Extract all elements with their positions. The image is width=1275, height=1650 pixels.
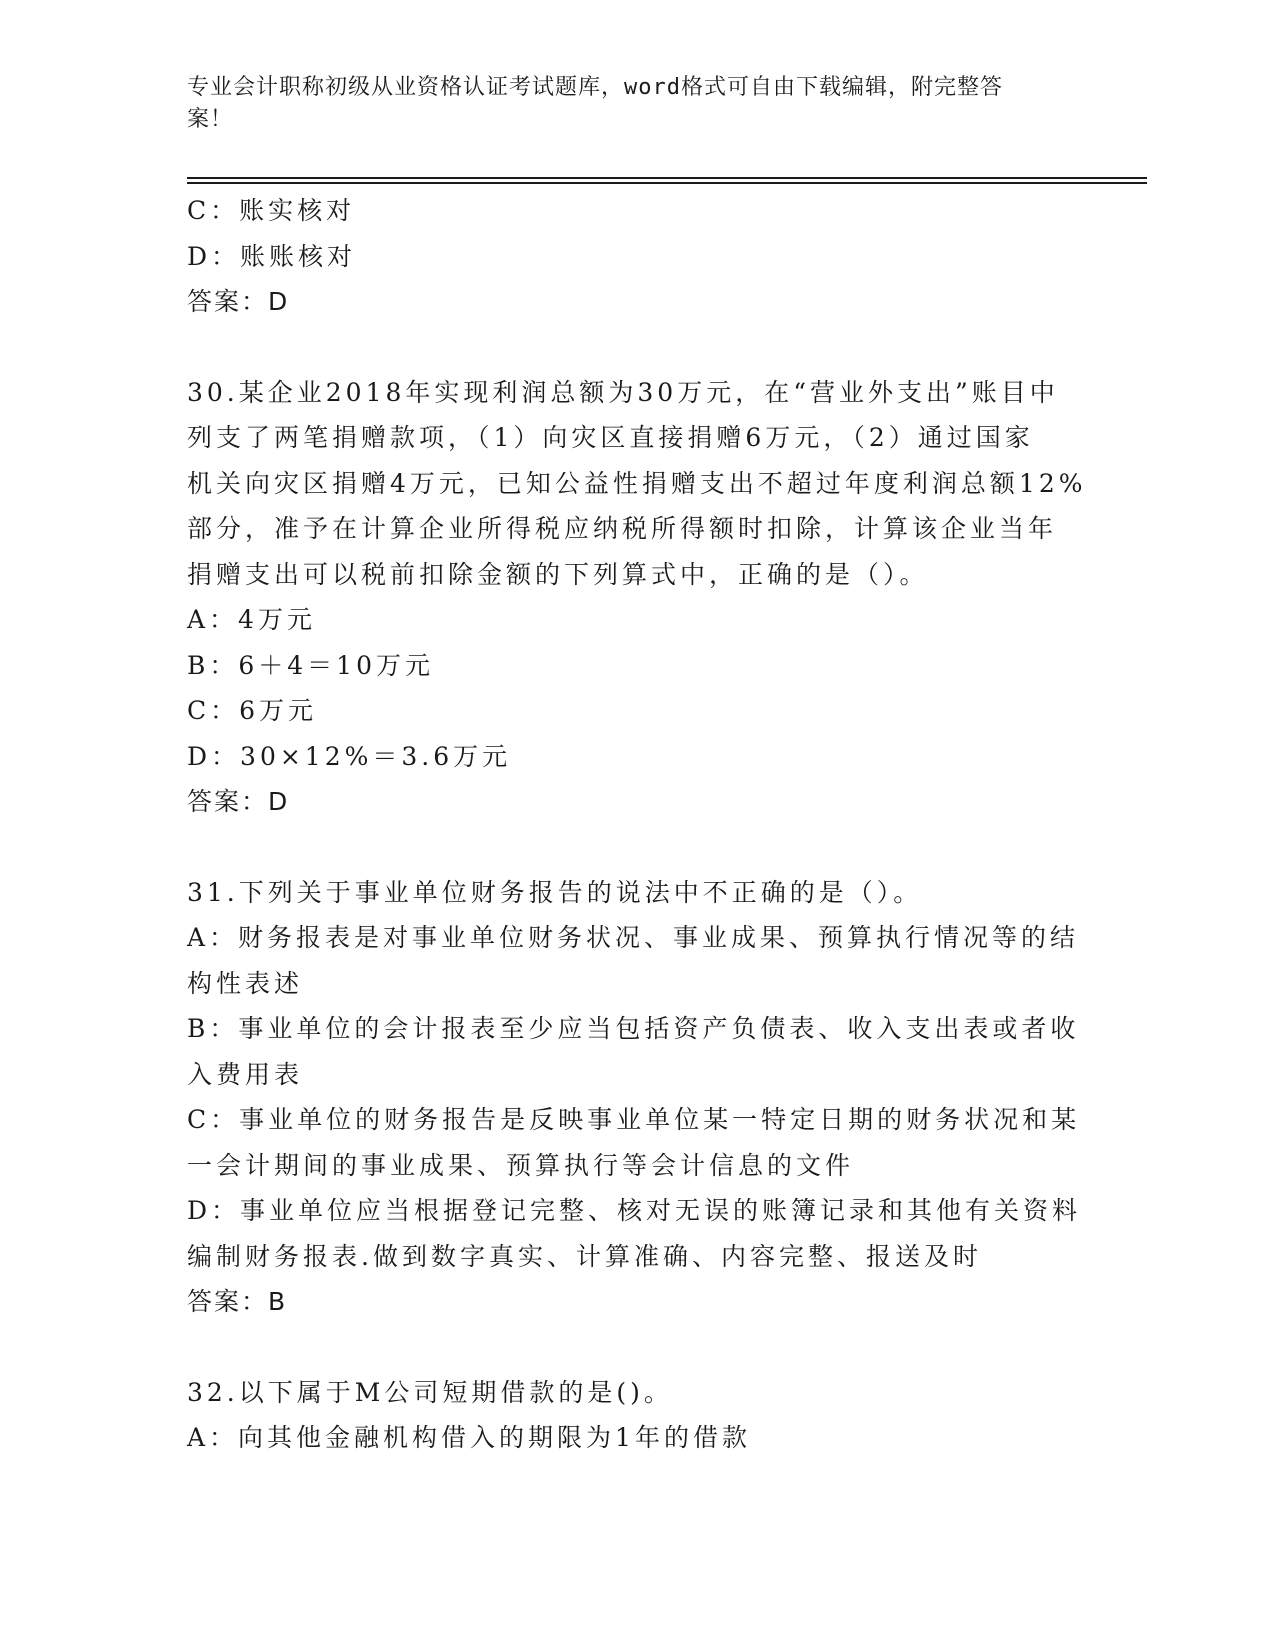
question-text: 部分，准予在计算企业所得税应纳税所得额时扣除，计算该企业当年 bbox=[187, 514, 1058, 543]
option-b: B：6＋4＝10万元 bbox=[187, 650, 434, 680]
option-d: D：事业单位应当根据登记完整、核对无误的账簿记录和其他有关资料 bbox=[187, 1196, 1082, 1225]
option-d: D：账账核对 bbox=[187, 241, 357, 271]
option-a: A：4万元 bbox=[187, 605, 316, 634]
answer-line: 答案：D bbox=[187, 287, 290, 316]
answer-line: 答案：D bbox=[187, 787, 290, 816]
question-text: 捐赠支出可以税前扣除金额的下列算式中，正确的是（）。 bbox=[187, 559, 929, 589]
question-text: 列支了两笔捐赠款项，（1）向灾区直接捐赠6万元，（2）通过国家 bbox=[187, 423, 1034, 452]
option-d: D：30×12%＝3.6万元 bbox=[187, 741, 512, 771]
question-block-29 bbox=[187, 188, 1087, 325]
question-list bbox=[187, 188, 1087, 1461]
option-b-continued: 入费用表 bbox=[187, 1059, 304, 1089]
option-c-continued: 一会计期间的事业成果、预算执行等会计信息的文件 bbox=[187, 1150, 855, 1180]
question-text: 机关向灾区捐赠4万元，已知公益性捐赠支出不超过年度利润总额12% bbox=[187, 468, 1087, 498]
option-a: A：向其他金融机构借入的期限为1年的借款 bbox=[187, 1423, 751, 1452]
header-divider-bottom bbox=[187, 182, 1147, 184]
answer-line: 答案：B bbox=[187, 1287, 288, 1316]
question-text: 31.下列关于事业单位财务报告的说法中不正确的是（）。 bbox=[187, 877, 923, 907]
header-line: 案！ bbox=[187, 107, 234, 132]
question-text: 30.某企业2018年实现利润总额为30万元，在“营业外支出”账目中 bbox=[187, 377, 1059, 407]
question-block-30 bbox=[187, 370, 1087, 825]
option-d-continued: 编制财务报表.做到数字真实、计算准确、内容完整、报送及时 bbox=[187, 1241, 982, 1271]
header-divider-top bbox=[187, 177, 1147, 179]
option-c: C：6万元 bbox=[187, 696, 318, 725]
header-line: 专业会计职称初级从业资格认证考试题库，word格式可自由下载编辑，附完整答 bbox=[187, 75, 1003, 100]
option-c: C：事业单位的财务报告是反映事业单位某一特定日期的财务状况和某 bbox=[187, 1105, 1081, 1134]
option-b: B：事业单位的会计报表至少应当包括资产负债表、收入支出表或者收 bbox=[187, 1014, 1080, 1043]
question-block-32 bbox=[187, 1370, 1087, 1461]
document-header bbox=[187, 72, 1067, 136]
option-a: A：财务报表是对事业单位财务状况、事业成果、预算执行情况等的结 bbox=[187, 923, 1080, 952]
option-a-continued: 构性表述 bbox=[187, 968, 304, 998]
question-block-31 bbox=[187, 870, 1087, 1325]
question-text: 32.以下属于M公司短期借款的是()。 bbox=[187, 1377, 673, 1407]
option-c: C：账实核对 bbox=[187, 196, 356, 225]
